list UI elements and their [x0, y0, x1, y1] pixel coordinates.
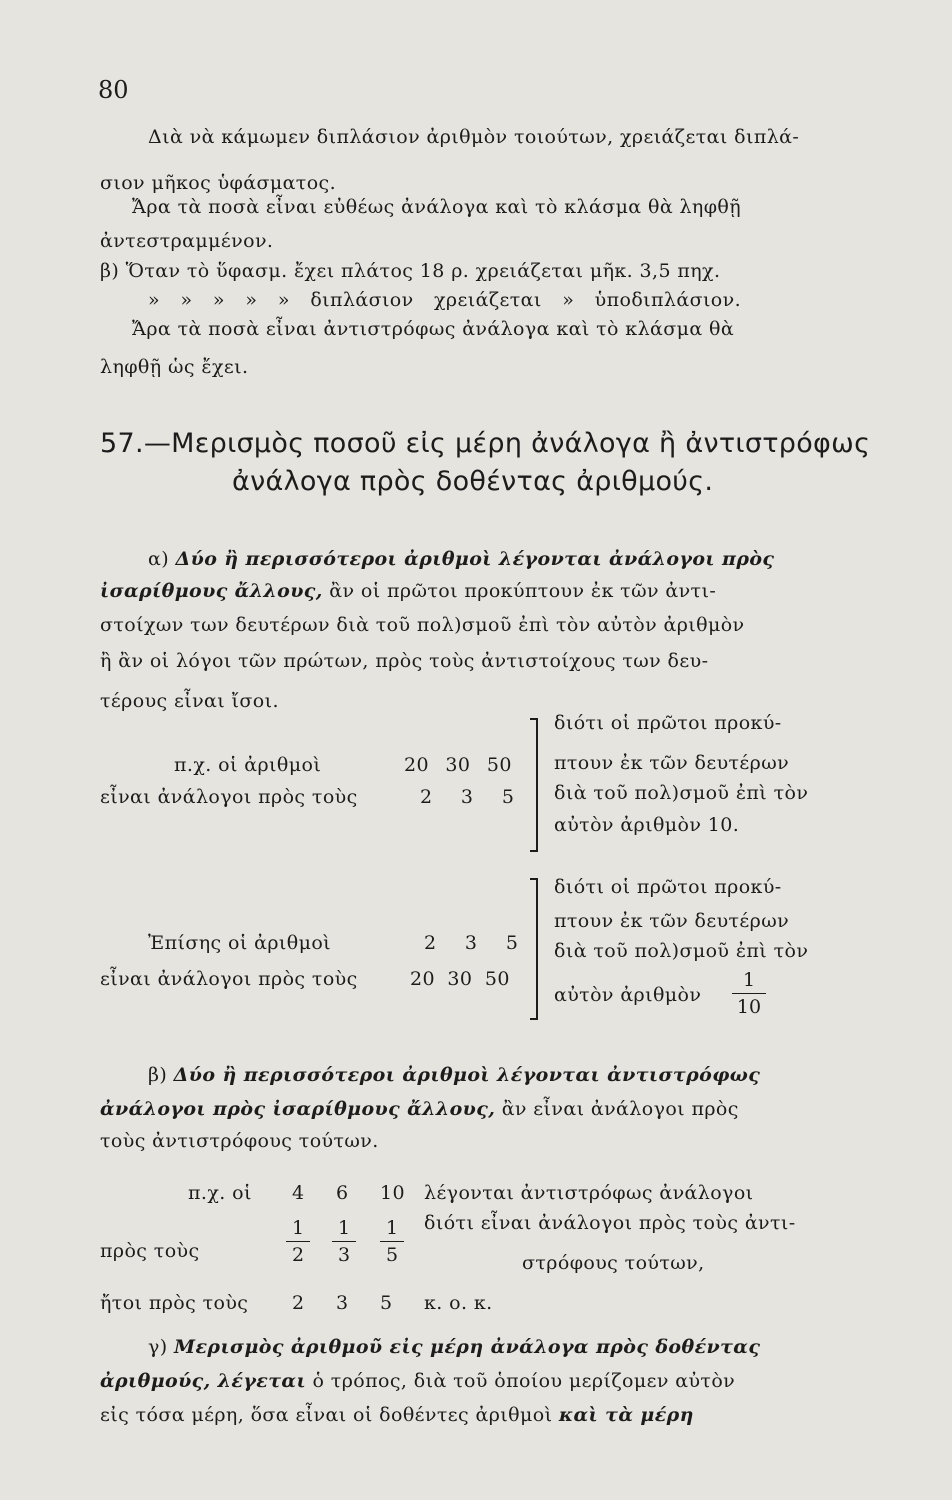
section-b-line-1: [148, 1064, 760, 1086]
intro-line-3: Ἄρα τὰ ποσὰ εἶναι εὐθέως ἀνάλογα καὶ τὸ κλάσμα θὰ ληφθῇ: [132, 196, 742, 218]
example-3-number-4: 4: [292, 1182, 305, 1204]
fraction-bar: [286, 1241, 310, 1242]
example-2-right-line-3: διὰ τοῦ πολ)σμοῦ ἐπὶ τὸν: [554, 940, 809, 962]
example-1-right-line-2: πτουν ἐκ τῶν δευτέρων: [554, 752, 790, 774]
example-1-right-line-1: διότι οἱ πρῶτοι προκύ-: [554, 712, 782, 734]
example-1-right-line-3: διὰ τοῦ πολ)σμοῦ ἐπὶ τὸν: [554, 782, 809, 804]
section-a-definition-end: ἰσαρίθμους ἄλλους,: [100, 580, 323, 602]
section-b-definition-end: ἀνάλογοι πρὸς ἰσαρίθμους ἄλλους,: [100, 1098, 496, 1120]
example-2-left-line-2: εἶναι ἀνάλογοι πρὸς τοὺς: [100, 968, 358, 990]
intro-line-1: Διὰ νὰ κάμωμεν διπλάσιον ἀριθμὸν τοιούτων, χρειάζεται διπλά-: [148, 126, 800, 148]
section-c-label: γ): [148, 1336, 168, 1358]
example-3-fraction-third: [332, 1216, 356, 1267]
section-b-line-3: τοὺς ἀντιστρόφους τούτων.: [100, 1130, 379, 1152]
fraction-numerator: 1: [385, 1217, 399, 1239]
section-a-line-5: τέρους εἶναι ἴσοι.: [100, 690, 279, 712]
example-3-prefix-1: π.χ. οἱ: [188, 1182, 252, 1204]
example-2-right-line-2: πτουν ἐκ τῶν δευτέρων: [554, 910, 790, 932]
example-2-right-line-1: διότι οἱ πρῶτοι προκύ-: [554, 876, 782, 898]
section-a-line-3: στοίχων των δευτέρων διὰ τοῦ πολ)σμοῦ ἐπὶ τὸν αὐτὸν ἀριθμὸν: [100, 614, 745, 636]
example-3-right-line-1: διότι εἶναι ἀνάλογοι πρὸς τοὺς ἀντι-: [424, 1212, 796, 1234]
section-heading-line-2: ἀνάλογα πρὸς δοθέντας ἀριθμούς.: [232, 466, 714, 497]
example-3-right-line-2: στρόφους τούτων,: [522, 1252, 705, 1274]
example-2-fraction-denominator: 10: [736, 996, 762, 1018]
section-c-line-3: [100, 1404, 694, 1426]
fraction-denominator: 5: [385, 1244, 399, 1266]
example-3-number-6: 6: [336, 1182, 349, 1204]
example-3-suffix-3: κ. ο. κ.: [424, 1292, 493, 1314]
section-b-line-2-rest: ἂν εἶναι ἀνάλογοι πρὸς: [501, 1098, 739, 1120]
example-3-fraction-half: [286, 1216, 310, 1267]
fraction-bar: [732, 993, 766, 994]
example-2-left-numbers-2: 20 30 50: [410, 968, 510, 990]
intro-line-4: ἀντεστραμμένον.: [100, 230, 274, 252]
example-1-right-line-4: αὐτὸν ἀριθμὸν 10.: [554, 814, 740, 836]
section-c-line-3-text: εἰς τόσα μέρη, ὅσα εἶναι οἱ δοθέντες ἀριθμοὶ: [100, 1404, 553, 1426]
section-c-definition-end: ἀριθμούς, λέγεται: [100, 1370, 307, 1392]
example-3-inverse-2: 2: [292, 1292, 305, 1314]
example-2-left-numbers-1: 2 3 5: [424, 932, 519, 954]
section-b-label: β): [148, 1064, 168, 1086]
fraction-denominator: 2: [291, 1244, 305, 1266]
section-c-line-2: [100, 1370, 735, 1392]
section-a-label: α): [148, 548, 170, 570]
example-3-fraction-fifth: [380, 1216, 404, 1267]
intro-line-7: Ἄρα τὰ ποσὰ εἶναι ἀντιστρόφως ἀνάλογα καὶ τὸ κλάσμα θὰ: [132, 318, 735, 340]
page-number: 80: [98, 76, 129, 104]
example-3-number-10: 10: [380, 1182, 405, 1204]
example-1-brace: [530, 718, 538, 852]
example-2-right-line-4: αὐτὸν ἀριθμὸν: [554, 984, 702, 1006]
example-2-left-line-1: Ἐπίσης οἱ ἀριθμοὶ: [148, 932, 332, 954]
example-1-left-numbers-1: 20 30 50: [404, 754, 512, 776]
fraction-numerator: 1: [337, 1217, 351, 1239]
section-c-line-3-emphasis: καὶ τὰ μέρη: [558, 1404, 694, 1426]
example-3-inverse-5: 5: [380, 1292, 393, 1314]
example-2-fraction: [732, 968, 766, 1019]
example-3-prefix-3: ἤτοι πρὸς τοὺς: [100, 1292, 249, 1314]
example-1-left-line-2: εἶναι ἀνάλογοι πρὸς τοὺς: [100, 786, 358, 808]
example-3-inverse-3: 3: [336, 1292, 349, 1314]
section-a-definition-start: Δύο ἢ περισσότεροι ἀριθμοὶ λέγονται ἀνάλογοι πρὸς: [175, 548, 775, 570]
example-3-suffix-1: λέγονται ἀντιστρόφως ἀνάλογοι: [424, 1182, 754, 1204]
example-1-left-line-1: π.χ. οἱ ἀριθμοὶ: [174, 754, 322, 776]
intro-line-2: σιον μῆκος ὑφάσματος.: [100, 172, 337, 194]
intro-line-5: β) Ὅταν τὸ ὕφασμ. ἔχει πλάτος 18 ρ. χρειάζεται μῆκ. 3,5 πηχ.: [100, 260, 721, 282]
section-c-definition-start: Μερισμὸς ἀριθμοῦ εἰς μέρη ἀνάλογα πρὸς δοθέντας: [174, 1336, 761, 1358]
fraction-denominator: 3: [337, 1244, 351, 1266]
intro-line-8: ληφθῇ ὡς ἔχει.: [100, 356, 249, 378]
example-3-prefix-2: πρὸς τοὺς: [100, 1240, 200, 1262]
section-a-line-4: ἢ ἂν οἱ λόγοι τῶν πρώτων, πρὸς τοὺς ἀντιστοίχους των δευ-: [100, 650, 709, 672]
example-2-brace: [530, 878, 538, 1020]
example-1-left-numbers-2: 2 3 5: [420, 786, 515, 808]
section-a-line-2: [100, 580, 716, 602]
section-c-line-1: [148, 1336, 760, 1358]
fraction-numerator: 1: [291, 1217, 305, 1239]
section-b-definition-start: Δύο ἢ περισσότεροι ἀριθμοὶ λέγονται ἀντιστρόφως: [173, 1064, 761, 1086]
section-b-line-2: [100, 1098, 739, 1120]
section-a-line-1: [148, 548, 774, 570]
fraction-bar: [380, 1241, 404, 1242]
section-a-line-2-rest: ἂν οἱ πρῶτοι προκύπτουν ἐκ τῶν ἀντι-: [329, 580, 717, 602]
section-c-line-2-rest: ὁ τρόπος, διὰ τοῦ ὁποίου μερίζομεν αὐτὸν: [312, 1370, 736, 1392]
example-2-fraction-numerator: 1: [742, 969, 756, 991]
intro-line-6: » » » » » διπλάσιον χρειάζεται » ὑποδιπλάσιον.: [148, 289, 742, 311]
fraction-bar: [332, 1241, 356, 1242]
section-heading-line-1: 57.—Μερισμὸς ποσοῦ εἰς μέρη ἀνάλογα ἢ ἀντιστρόφως: [100, 428, 871, 459]
